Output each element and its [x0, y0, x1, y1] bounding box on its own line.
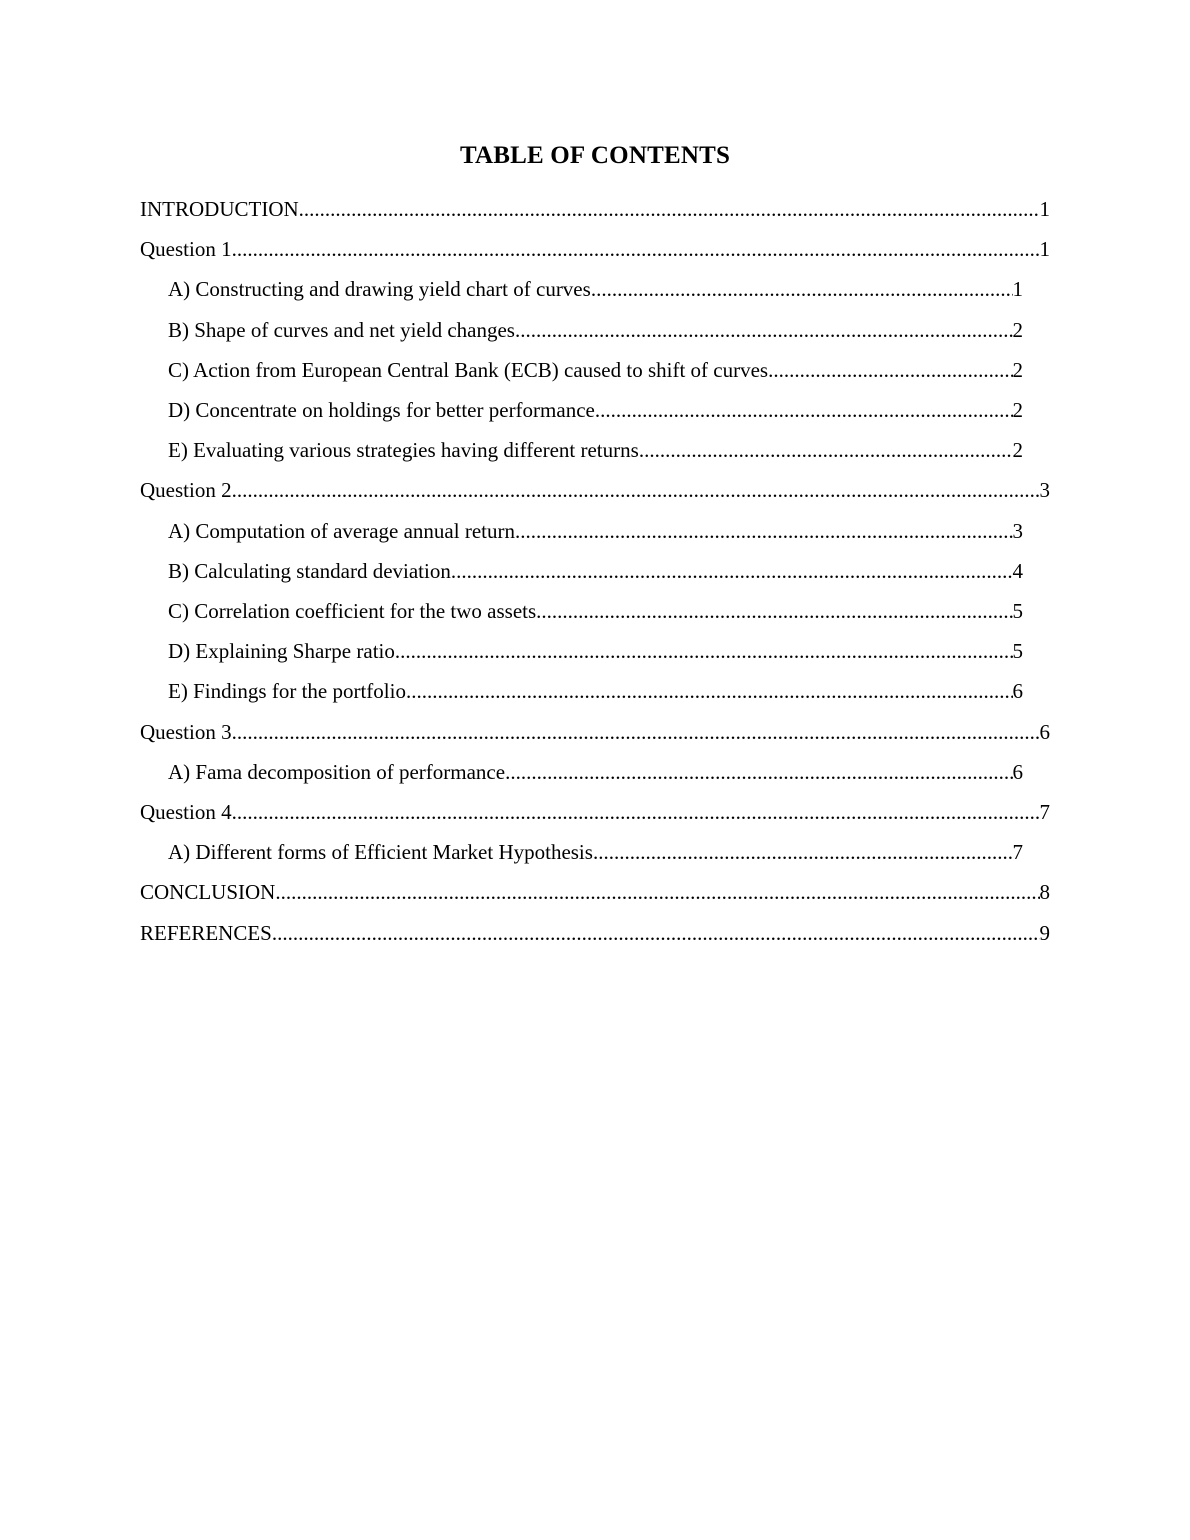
toc-entry-label: C) Action from European Central Bank (ECB) caused to shift of curves	[168, 358, 769, 382]
toc-entry-page-number: 7	[1039, 800, 1050, 824]
toc-entry[interactable]	[168, 835, 1023, 869]
toc-entry-label: E) Findings for the portfolio	[168, 679, 406, 703]
toc-dot-leader	[768, 353, 1012, 387]
toc-dot-leader	[232, 232, 1040, 266]
toc-entry[interactable]	[140, 232, 1050, 266]
toc-entry-page-number: 2	[1012, 318, 1023, 342]
toc-dot-leader	[593, 835, 1013, 869]
toc-entry[interactable]	[168, 433, 1023, 467]
toc-entry[interactable]	[168, 755, 1023, 789]
toc-entry-page-number: 3	[1039, 478, 1050, 502]
toc-dot-leader	[591, 272, 1013, 306]
toc-entry[interactable]	[168, 272, 1023, 306]
toc-entry[interactable]	[168, 353, 1023, 387]
toc-entry-page-number: 1	[1012, 277, 1023, 301]
toc-entry[interactable]	[168, 514, 1023, 548]
toc-dot-leader	[395, 634, 1013, 668]
toc-entry-page-number: 1	[1039, 197, 1050, 221]
toc-entry[interactable]	[168, 313, 1023, 347]
toc-entry[interactable]	[168, 554, 1023, 588]
toc-entry[interactable]	[140, 875, 1050, 909]
toc-entry-page-number: 3	[1012, 519, 1023, 543]
toc-dot-leader	[232, 473, 1040, 507]
toc-dot-leader	[451, 554, 1013, 588]
toc-dot-leader	[536, 594, 1012, 628]
toc-entry-label: A) Fama decomposition of performance	[168, 760, 506, 784]
toc-entry-label: Question 1	[140, 237, 232, 261]
toc-entry-page-number: 7	[1012, 840, 1023, 864]
toc-entry[interactable]	[168, 634, 1023, 668]
toc-entry-label: E) Evaluating various strategies having different returns	[168, 438, 639, 462]
toc-entry-label: A) Different forms of Efficient Market Hypothesis	[168, 840, 593, 864]
toc-entry[interactable]	[140, 916, 1050, 950]
toc-entry-label: A) Computation of average annual return	[168, 519, 515, 543]
toc-entry-label: C) Correlation coefficient for the two assets	[168, 599, 537, 623]
toc-entry[interactable]	[140, 473, 1050, 507]
toc-dot-leader	[272, 916, 1040, 950]
toc-dot-leader	[232, 795, 1040, 829]
toc-entry-page-number: 6	[1012, 679, 1023, 703]
toc-dot-leader	[595, 393, 1013, 427]
toc-dot-leader	[505, 755, 1012, 789]
toc-entry-label: REFERENCES	[140, 921, 272, 945]
toc-entry-page-number: 6	[1039, 720, 1050, 744]
toc-entry-label: CONCLUSION	[140, 880, 276, 904]
toc-dot-leader	[406, 674, 1013, 708]
toc-entry[interactable]	[168, 393, 1023, 427]
toc-dot-leader	[232, 715, 1040, 749]
toc-entry[interactable]	[140, 192, 1050, 226]
toc-entry-label: INTRODUCTION	[140, 197, 299, 221]
toc-entry-page-number: 2	[1012, 438, 1023, 462]
toc-dot-leader	[299, 192, 1040, 226]
toc-entry[interactable]	[140, 715, 1050, 749]
toc-dot-leader	[515, 313, 1013, 347]
toc-entry-label: A) Constructing and drawing yield chart of curves	[168, 277, 591, 301]
toc-entry-page-number: 4	[1012, 559, 1023, 583]
toc-entry-label: B) Calculating standard deviation	[168, 559, 451, 583]
toc-title: TABLE OF CONTENTS	[459, 142, 731, 169]
toc-entry-label: B) Shape of curves and net yield changes	[168, 318, 515, 342]
toc-entry[interactable]	[168, 674, 1023, 708]
toc-entry-page-number: 1	[1039, 237, 1050, 261]
toc-entry-page-number: 8	[1039, 880, 1050, 904]
toc-dot-leader	[515, 514, 1013, 548]
toc-entry-label: D) Concentrate on holdings for better performance	[168, 398, 595, 422]
toc-entry-page-number: 6	[1012, 760, 1023, 784]
toc-entry-label: Question 3	[140, 720, 232, 744]
toc-entry-label: D) Explaining Sharpe ratio	[168, 639, 395, 663]
toc-entry-page-number: 2	[1012, 358, 1023, 382]
toc-entry-page-number: 5	[1012, 599, 1023, 623]
toc-dot-leader	[639, 433, 1013, 467]
toc-entry-page-number: 9	[1039, 921, 1050, 945]
toc-entry-page-number: 2	[1012, 398, 1023, 422]
toc-entry-page-number: 5	[1012, 639, 1023, 663]
toc-dot-leader	[275, 875, 1039, 909]
toc-entry-label: Question 2	[140, 478, 232, 502]
toc-entry-label: Question 4	[140, 800, 232, 824]
toc-entry[interactable]	[140, 795, 1050, 829]
toc-entry[interactable]	[168, 594, 1023, 628]
